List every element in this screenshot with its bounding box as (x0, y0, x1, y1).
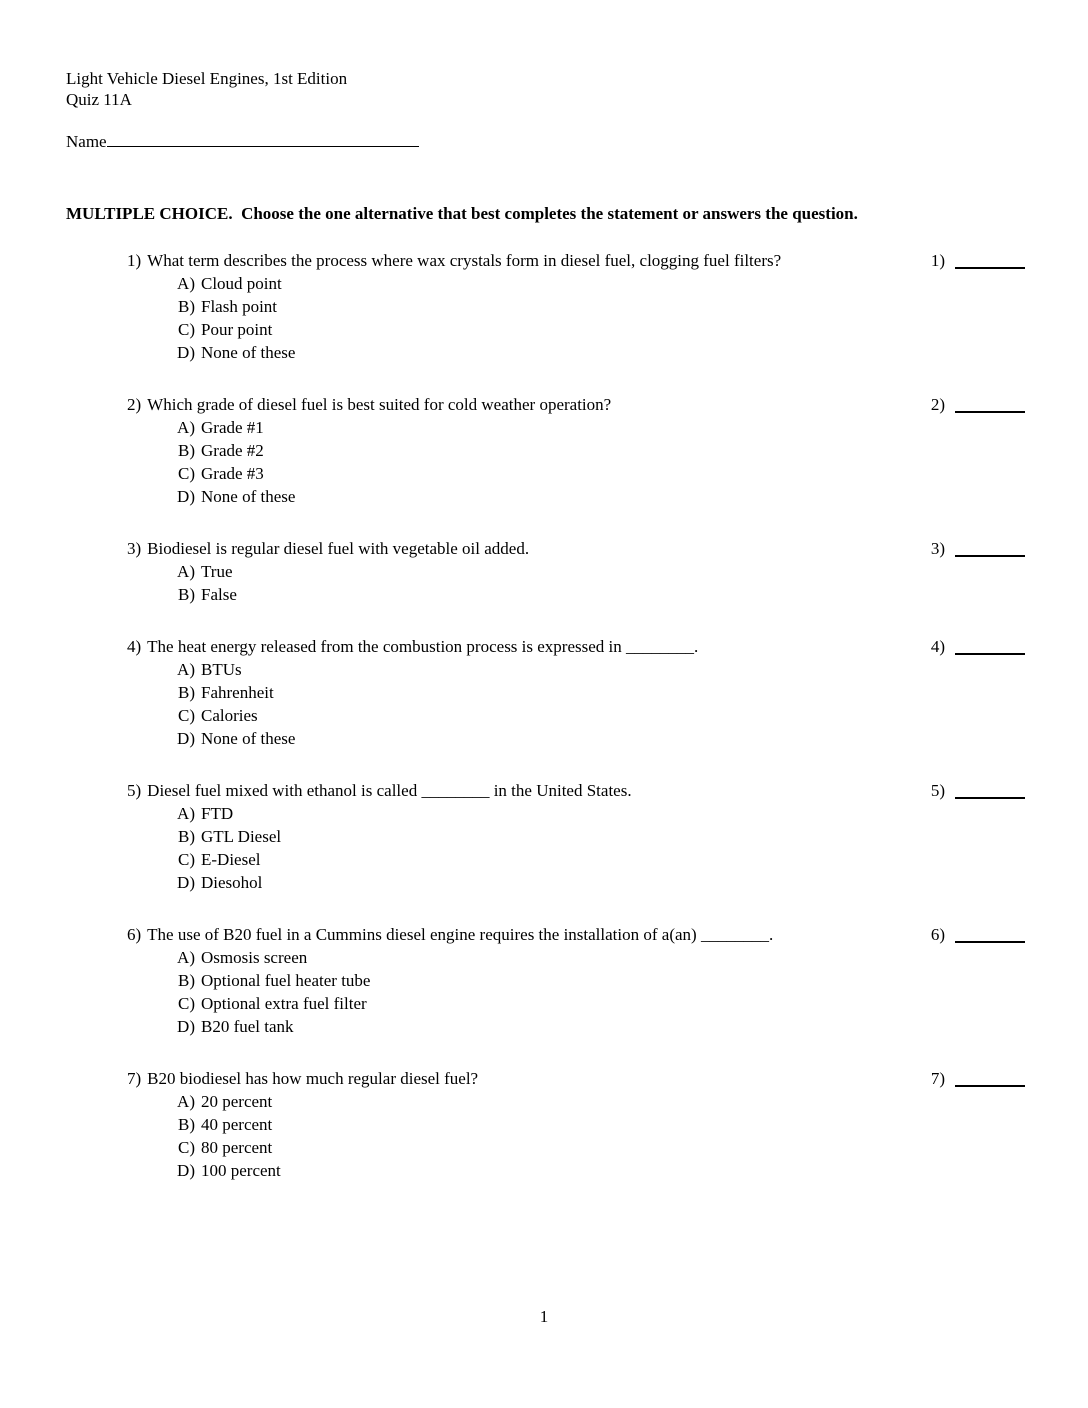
option-text: Grade #1 (201, 418, 264, 437)
option-text: Flash point (201, 297, 278, 316)
name-row (66, 130, 1025, 153)
answer-blank-line (955, 393, 1025, 413)
answer-blank-line (955, 635, 1025, 655)
answer-number: 4) (930, 637, 945, 656)
option-text: 100 percent (201, 1161, 281, 1180)
question-text: The heat energy released from the combustion process is expressed in ________. (147, 637, 699, 656)
option-letter: C) (178, 850, 195, 869)
question-number: 6) (127, 925, 142, 944)
option-row (127, 1113, 1025, 1136)
question-line (127, 779, 1025, 802)
option-letter: B) (178, 1115, 195, 1134)
option-text: True (201, 562, 233, 581)
option-row (127, 462, 1025, 485)
option-text: 20 percent (201, 1092, 273, 1111)
option-row (127, 946, 1025, 969)
option-text: BTUs (201, 660, 242, 679)
name-label: Name (66, 132, 107, 151)
option-letter: D) (177, 487, 195, 506)
answer-area (931, 249, 1025, 272)
answer-area (931, 1067, 1025, 1090)
option-row (127, 318, 1025, 341)
option-letter: B) (178, 297, 195, 316)
answer-number: 3) (930, 539, 945, 558)
option-row (127, 969, 1025, 992)
option-row (127, 871, 1025, 894)
option-row (127, 1015, 1025, 1038)
option-row (127, 295, 1025, 318)
option-letter: C) (178, 320, 195, 339)
answer-blank-line (955, 779, 1025, 799)
question-text: The use of B20 fuel in a Cummins diesel engine requires the installation of a(an) ________. (147, 925, 774, 944)
question-line (127, 537, 1025, 560)
question-block (127, 1067, 1025, 1182)
option-row (127, 583, 1025, 606)
option-letter: C) (178, 706, 195, 725)
options-list (127, 802, 1025, 894)
document-title: Light Vehicle Diesel Engines, 1st Edition (66, 69, 348, 88)
option-text: FTD (201, 804, 234, 823)
option-text: None of these (201, 729, 296, 748)
page-number: 1 (539, 1307, 549, 1326)
option-text: B20 fuel tank (201, 1017, 294, 1036)
option-row (127, 825, 1025, 848)
option-text: Optional extra fuel filter (201, 994, 367, 1013)
option-text: False (201, 585, 237, 604)
option-letter: C) (178, 464, 195, 483)
option-row (127, 992, 1025, 1015)
option-letter: B) (178, 683, 195, 702)
question-line (127, 1067, 1025, 1090)
answer-blank-line (955, 1067, 1025, 1087)
question-block (127, 537, 1025, 606)
option-letter: A) (177, 948, 195, 967)
option-row (127, 560, 1025, 583)
question-number: 2) (127, 395, 142, 414)
option-row (127, 485, 1025, 508)
quiz-number: Quiz 11A (66, 90, 132, 109)
option-text: 80 percent (201, 1138, 273, 1157)
instructions-text: MULTIPLE CHOICE. Choose the one alternative that best completes the statement or answers the question. (66, 204, 858, 223)
option-text: Pour point (201, 320, 273, 339)
question-line (127, 923, 1025, 946)
option-letter: B) (178, 585, 195, 604)
question-text: Biodiesel is regular diesel fuel with vegetable oil added. (147, 539, 530, 558)
option-letter: A) (177, 418, 195, 437)
question-number: 1) (127, 251, 142, 270)
option-letter: C) (178, 1138, 195, 1157)
option-row (127, 341, 1025, 364)
question-text: Which grade of diesel fuel is best suited for cold weather operation? (147, 395, 612, 414)
option-text: None of these (201, 343, 296, 362)
option-row (127, 1090, 1025, 1113)
option-letter: D) (177, 729, 195, 748)
options-list (127, 1090, 1025, 1182)
option-text: Osmosis screen (201, 948, 308, 967)
option-row (127, 1159, 1025, 1182)
option-text: Diesohol (201, 873, 263, 892)
option-letter: A) (177, 1092, 195, 1111)
answer-area (931, 923, 1025, 946)
answer-area (931, 537, 1025, 560)
name-blank-line (107, 130, 419, 147)
option-text: Cloud point (201, 274, 282, 293)
option-row (127, 1136, 1025, 1159)
answer-blank-line (955, 249, 1025, 269)
option-row (127, 681, 1025, 704)
option-text: None of these (201, 487, 296, 506)
option-letter: B) (178, 827, 195, 846)
answer-number: 2) (930, 395, 945, 414)
option-text: Grade #3 (201, 464, 264, 483)
answer-number: 7) (930, 1069, 945, 1088)
options-list (127, 560, 1025, 606)
question-text: Diesel fuel mixed with ethanol is called ________ in the United States. (147, 781, 632, 800)
option-row (127, 658, 1025, 681)
answer-number: 5) (930, 781, 945, 800)
answer-blank-line (955, 537, 1025, 557)
option-letter: D) (177, 873, 195, 892)
option-row (127, 272, 1025, 295)
options-list (127, 272, 1025, 364)
answer-area (931, 635, 1025, 658)
options-list (127, 946, 1025, 1038)
question-line (127, 249, 1025, 272)
option-letter: B) (178, 971, 195, 990)
answer-area (931, 393, 1025, 416)
option-row (127, 439, 1025, 462)
option-text: 40 percent (201, 1115, 273, 1134)
answer-blank-line (955, 923, 1025, 943)
option-letter: A) (177, 274, 195, 293)
question-number: 7) (127, 1069, 142, 1088)
question-line (127, 635, 1025, 658)
option-row (127, 416, 1025, 439)
option-letter: B) (178, 441, 195, 460)
option-letter: A) (177, 660, 195, 679)
option-text: Calories (201, 706, 258, 725)
option-text: GTL Diesel (201, 827, 282, 846)
answer-area (931, 779, 1025, 802)
question-text: What term describes the process where wax crystals form in diesel fuel, clogging fuel filters? (147, 251, 782, 270)
question-block (127, 393, 1025, 508)
option-text: E-Diesel (201, 850, 261, 869)
option-letter: D) (177, 343, 195, 362)
options-list (127, 658, 1025, 750)
question-block (127, 923, 1025, 1038)
options-list (127, 416, 1025, 508)
option-row (127, 848, 1025, 871)
question-number: 5) (127, 781, 142, 800)
option-letter: D) (177, 1017, 195, 1036)
question-text: B20 biodiesel has how much regular diesel fuel? (147, 1069, 479, 1088)
option-row (127, 704, 1025, 727)
question-number: 3) (127, 539, 142, 558)
option-text: Fahrenheit (201, 683, 274, 702)
question-number: 4) (127, 637, 142, 656)
question-block (127, 635, 1025, 750)
option-letter: C) (178, 994, 195, 1013)
option-letter: D) (177, 1161, 195, 1180)
answer-number: 1) (930, 251, 945, 270)
option-text: Grade #2 (201, 441, 264, 460)
question-line (127, 393, 1025, 416)
option-text: Optional fuel heater tube (201, 971, 371, 990)
question-block (127, 249, 1025, 364)
question-block (127, 779, 1025, 894)
option-letter: A) (177, 804, 195, 823)
option-letter: A) (177, 562, 195, 581)
questions-list (66, 249, 1025, 1182)
answer-number: 6) (930, 925, 945, 944)
option-row (127, 727, 1025, 750)
option-row (127, 802, 1025, 825)
